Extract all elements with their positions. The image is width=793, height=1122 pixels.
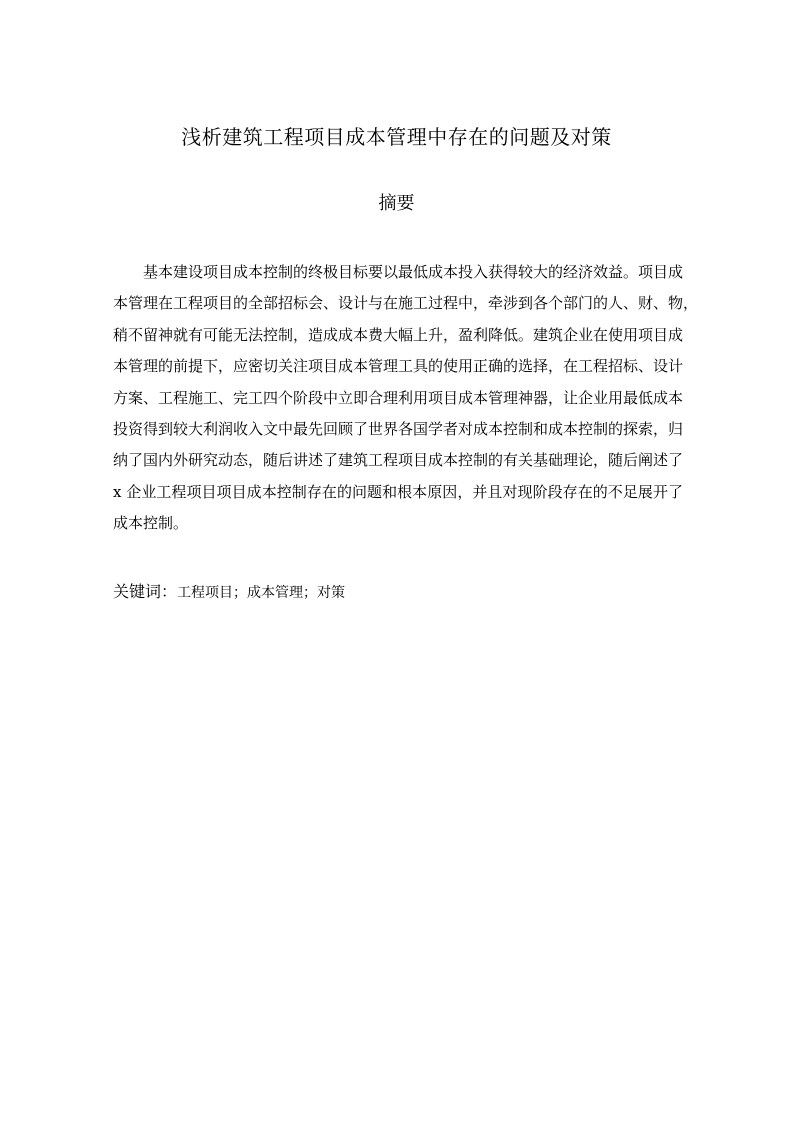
keywords-value: 工程项目；成本管理；对策	[177, 585, 346, 601]
abstract-heading: 摘要	[378, 193, 415, 214]
abstract-body	[113, 257, 699, 540]
abstract-line: 方案、工程施工、完工四个阶段中立即合理利用项目成本管理神器，让企业用最低成本	[113, 388, 684, 407]
keywords-line	[113, 578, 345, 607]
abstract-line: 稍不留神就有可能无法控制，造成成本费大幅上升，盈利降低。建筑企业在使用项目成	[113, 325, 684, 344]
abstract-line: 基本建设项目成本控制的终极目标要以最低成本投入获得较大的经济效益。项目成	[143, 263, 684, 281]
keywords-label: 关键词：	[113, 582, 178, 601]
abstract-line: 成本控制。	[113, 514, 189, 533]
paper-title: 浅析建筑工程项目成本管理中存在的问题及对策	[181, 125, 612, 149]
abstract-line: 本管理的前提下，应密切关注项目成本管理工具的使用正确的选择，在工程招标、设计	[113, 357, 684, 376]
abstract-line: 投资得到较大利润收入文中最先回顾了世界各国学者对成本控制和成本控制的探索，归	[113, 419, 684, 438]
abstract-line: 纳了国内外研究动态，随后讲述了建筑工程项目成本控制的有关基础理论，随后阐述了	[113, 451, 684, 470]
abstract-line: 本管理在工程项目的全部招标会、设计与在施工过程中，牵涉到各个部门的人、财、物，	[113, 294, 699, 313]
abstract-line: x 企业工程项目项目成本控制存在的问题和根本原因，并且对现阶段存在的不足展开了	[113, 482, 683, 501]
